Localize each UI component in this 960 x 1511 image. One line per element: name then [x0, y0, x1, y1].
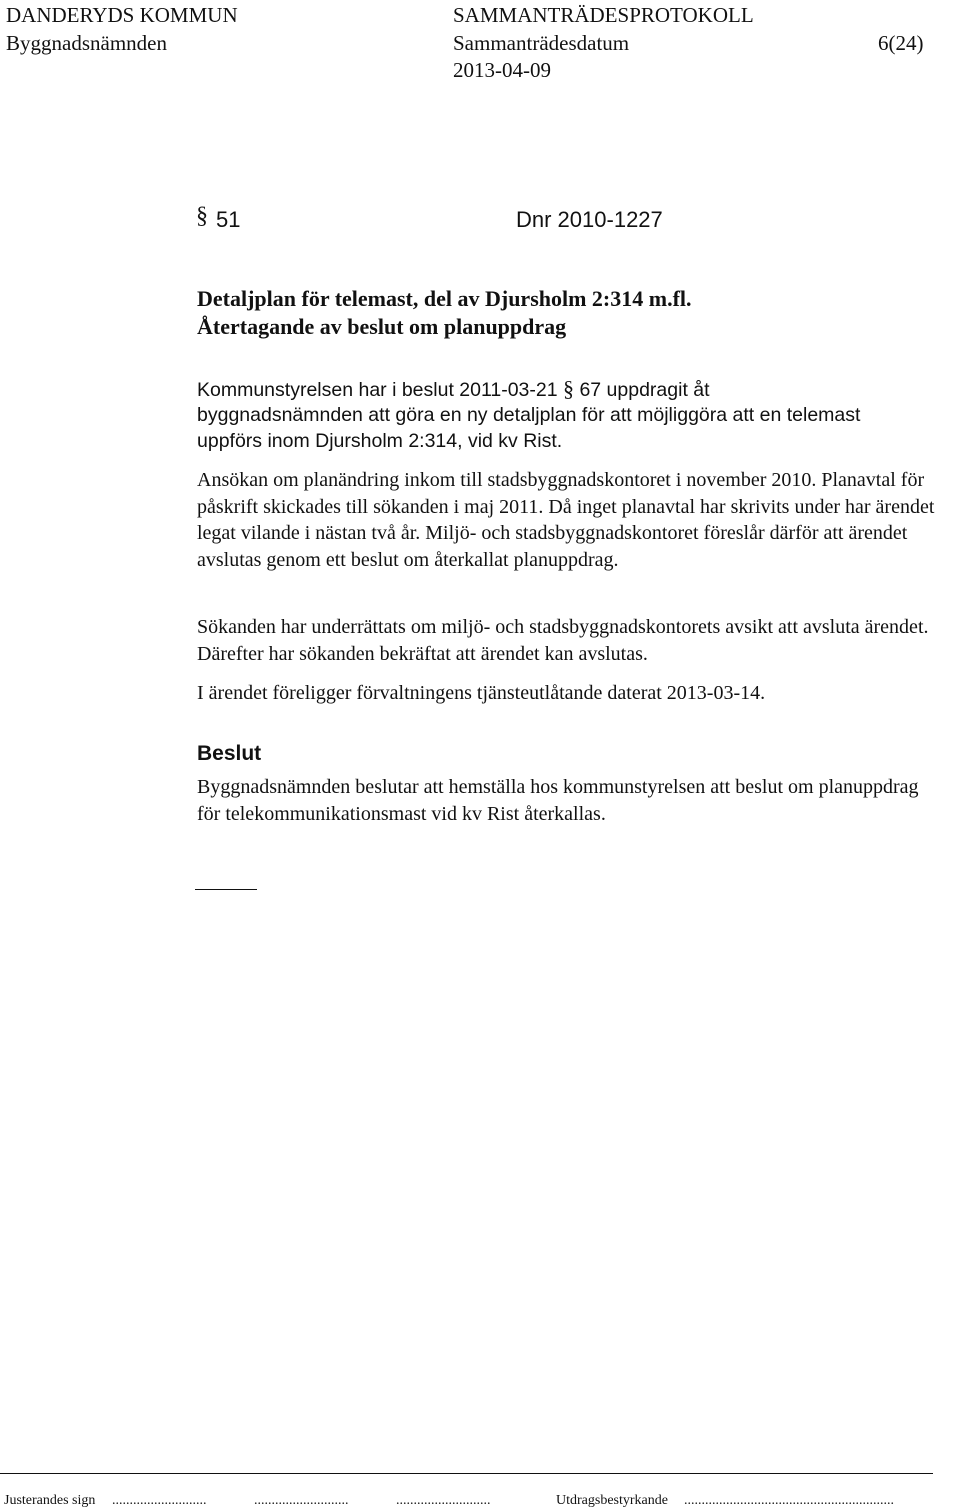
end-rule — [195, 889, 257, 890]
paragraph-symbol: § — [196, 203, 208, 229]
department-name: Byggnadsnämnden — [6, 31, 167, 55]
page-subtitle: Återtagande av beslut om planuppdrag — [197, 314, 567, 339]
diary-number: Dnr 2010-1227 — [516, 207, 663, 232]
footer-rule — [0, 1473, 933, 1474]
paragraph-1-text-a: Kommunstyrelsen har i beslut 2011-03-21 — [197, 379, 558, 401]
page-number: 6(24) — [878, 31, 924, 55]
meeting-date: 2013-04-09 — [453, 58, 551, 82]
sign-field-2: ........................... — [254, 1493, 349, 1508]
extract-label: Utdragsbestyrkande — [556, 1493, 668, 1508]
sign-label: Justerandes sign — [4, 1493, 96, 1508]
paragraph-1-line-2: byggnadsnämnden att göra en ny detaljplan för att möjliggöra att en telemast — [197, 404, 861, 426]
extract-field: ............................................................ — [684, 1493, 894, 1508]
document-type: SAMMANTRÄDESPROTOKOLL — [453, 3, 754, 27]
paragraph-1-line-1 — [197, 376, 710, 403]
decision-text: Byggnadsnämnden beslutar att hemställa hos kommunstyrelsen att beslut om planuppdrag för telekommunikationsmast vid kv Rist återkallas. — [197, 776, 919, 825]
paragraph-2: Ansökan om planändring inkom till stadsbyggnadskontoret i november 2010. Planavtal för påskrift skickades till sökanden i maj 2011. Då inget planavtal har skrivits under har ärendet legat vilande i nästan två år. Miljö- och stadsbyggnadskontoret föreslår därför att ärendet avslutas genom ett beslut om återkallat planuppdrag. — [197, 469, 935, 571]
paragraph-3: Sökanden har underrättats om miljö- och stadsbyggnadskontorets avsikt att avsluta ärendet. Därefter har sökanden bekräftat att ärendet kan avslutas. — [197, 616, 929, 665]
paragraph-1-line-3: uppförs inom Djursholm 2:314, vid kv Rist. — [197, 430, 563, 452]
paragraph-symbol-inline: § — [563, 376, 575, 401]
sign-field-1: ........................... — [112, 1493, 207, 1508]
paragraph-4: I ärendet föreligger förvaltningens tjänsteutlåtande daterat 2013-03-14. — [197, 682, 766, 704]
org-name: DANDERYDS KOMMUN — [6, 3, 238, 27]
page-title: Detaljplan för telemast, del av Djursholm 2:314 m.fl. — [197, 286, 692, 311]
paragraph-1-text-b: 67 uppdragit åt — [579, 379, 710, 401]
section-number: 51 — [216, 207, 241, 232]
sign-field-3: ........................... — [396, 1493, 491, 1508]
meeting-date-label: Sammanträdesdatum — [453, 31, 630, 55]
decision-heading: Beslut — [197, 742, 262, 765]
